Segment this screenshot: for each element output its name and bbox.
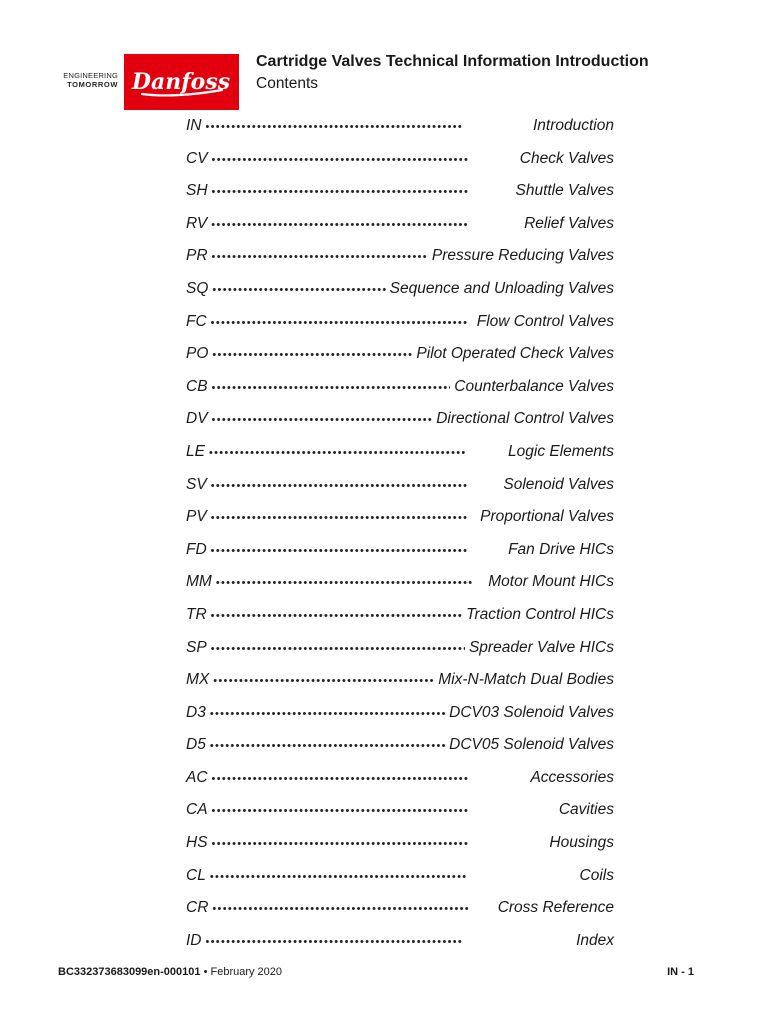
toc-entry[interactable] xyxy=(186,276,614,309)
toc-entry[interactable] xyxy=(186,439,614,472)
toc-section-code: PR xyxy=(186,247,208,265)
toc-leader-dots xyxy=(212,277,385,303)
toc-section-title: Shuttle Valves xyxy=(515,182,614,200)
toc-entry[interactable] xyxy=(186,765,614,798)
footer-date: February 2020 xyxy=(210,966,283,978)
toc-section-title: Mix-N-Match Dual Bodies xyxy=(438,671,614,689)
toc-section-code: HS xyxy=(186,834,208,852)
toc-section-code: D5 xyxy=(186,736,206,754)
toc-entry[interactable] xyxy=(186,309,614,342)
toc-entry[interactable] xyxy=(186,504,614,537)
toc-leader-dots xyxy=(212,766,527,792)
toc-section-code: ID xyxy=(186,931,202,949)
toc-entry[interactable] xyxy=(186,537,614,570)
toc-section-code: RV xyxy=(186,214,208,232)
footer-doc-id: BC332373683099en-000101 xyxy=(58,966,201,978)
toc-section-code: CR xyxy=(186,899,209,917)
toc-entry[interactable] xyxy=(186,602,614,635)
footer-separator: • xyxy=(200,966,211,978)
toc-leader-dots xyxy=(212,375,451,401)
toc-leader-dots xyxy=(210,864,576,890)
toc-entry[interactable] xyxy=(186,569,614,602)
tagline-line-2: TOMORROW xyxy=(67,80,118,89)
toc-leader-dots xyxy=(211,212,520,238)
toc-section-code: CV xyxy=(186,149,208,167)
toc-leader-dots xyxy=(211,636,465,662)
toc-section-title: Spreader Valve HICs xyxy=(468,638,614,656)
toc-section-code: DV xyxy=(186,410,208,428)
toc-entry[interactable] xyxy=(186,211,614,244)
toc-section-title: Relief Valves xyxy=(524,214,614,232)
document-subtitle: Contents xyxy=(256,75,319,92)
toc-entry[interactable] xyxy=(186,243,614,276)
toc-section-title: Sequence and Unloading Valves xyxy=(389,279,614,297)
toc-section-title: Check Valves xyxy=(519,149,614,167)
footer-document-info xyxy=(58,966,282,978)
toc-section-title: Directional Control Valves xyxy=(436,410,614,428)
toc-section-code: SH xyxy=(186,182,208,200)
toc-entry[interactable] xyxy=(186,830,614,863)
toc-entry[interactable] xyxy=(186,113,614,146)
toc-leader-dots xyxy=(211,505,476,531)
toc-entry[interactable] xyxy=(186,667,614,700)
toc-leader-dots xyxy=(206,114,530,140)
toc-section-title: Accessories xyxy=(530,768,614,786)
toc-leader-dots xyxy=(210,701,445,727)
toc-section-code: MX xyxy=(186,671,210,689)
toc-entry[interactable] xyxy=(186,146,614,179)
toc-section-title: Motor Mount HICs xyxy=(488,573,614,591)
toc-leader-dots xyxy=(212,244,428,270)
toc-leader-dots xyxy=(210,733,445,759)
toc-leader-dots xyxy=(212,407,433,433)
toc-leader-dots xyxy=(212,896,493,922)
toc-entry[interactable] xyxy=(186,928,614,961)
toc-section-title: Solenoid Valves xyxy=(503,475,614,493)
toc-section-title: Counterbalance Valves xyxy=(454,377,614,395)
toc-leader-dots xyxy=(211,538,504,564)
toc-section-title: Cavities xyxy=(558,801,614,819)
toc-section-title: DCV05 Solenoid Valves xyxy=(449,736,614,754)
toc-section-code: FD xyxy=(186,540,207,558)
toc-leader-dots xyxy=(216,570,484,596)
toc-section-title: Cross Reference xyxy=(497,899,614,917)
toc-section-title: DCV03 Solenoid Valves xyxy=(449,703,614,721)
toc-section-code: PO xyxy=(186,345,209,363)
toc-section-title: Traction Control HICs xyxy=(466,605,614,623)
toc-section-code: MM xyxy=(186,573,212,591)
toc-section-code: FC xyxy=(186,312,207,330)
toc-leader-dots xyxy=(209,440,504,466)
table-of-contents xyxy=(186,113,614,960)
toc-entry[interactable] xyxy=(186,895,614,928)
toc-entry[interactable] xyxy=(186,374,614,407)
toc-section-title: Logic Elements xyxy=(508,442,614,460)
toc-entry[interactable] xyxy=(186,178,614,211)
toc-section-title: Fan Drive HICs xyxy=(508,540,614,558)
toc-leader-dots xyxy=(212,798,555,824)
toc-section-title: Flow Control Valves xyxy=(476,312,614,330)
toc-leader-dots xyxy=(211,310,473,336)
toc-section-code: IN xyxy=(186,117,202,134)
toc-section-code: SP xyxy=(186,638,207,656)
danfoss-logo xyxy=(124,54,239,110)
toc-entry[interactable] xyxy=(186,700,614,733)
toc-leader-dots xyxy=(212,342,412,368)
toc-section-code: CA xyxy=(186,801,208,819)
toc-section-code: PV xyxy=(186,508,207,526)
toc-entry[interactable] xyxy=(186,732,614,765)
toc-section-code: D3 xyxy=(186,703,206,721)
toc-leader-dots xyxy=(211,603,462,629)
toc-section-code: CL xyxy=(186,866,206,884)
toc-entry[interactable] xyxy=(186,797,614,830)
toc-leader-dots xyxy=(212,147,516,173)
toc-section-code: SQ xyxy=(186,279,209,297)
toc-entry[interactable] xyxy=(186,341,614,374)
danfoss-logo-icon xyxy=(124,54,239,110)
toc-section-code: AC xyxy=(186,768,208,786)
toc-section-code: CB xyxy=(186,377,208,395)
toc-section-title: Pilot Operated Check Valves xyxy=(416,345,614,363)
logo-wordmark: Danfoss xyxy=(131,69,231,95)
toc-entry[interactable] xyxy=(186,406,614,439)
toc-entry[interactable] xyxy=(186,472,614,505)
page-number: IN - 1 xyxy=(667,966,694,978)
toc-section-title: Pressure Reducing Valves xyxy=(431,247,614,265)
toc-section-title: Proportional Valves xyxy=(480,508,614,526)
toc-leader-dots xyxy=(206,929,573,955)
toc-section-code: SV xyxy=(186,475,207,493)
toc-leader-dots xyxy=(212,831,546,857)
toc-leader-dots xyxy=(212,179,512,205)
toc-section-code: TR xyxy=(186,605,207,623)
toc-section-title: Housings xyxy=(549,834,614,852)
toc-section-title: Introduction xyxy=(533,117,614,134)
tagline-line-1: ENGINEERING xyxy=(63,71,118,80)
document-title: Cartridge Valves Technical Information Introduction xyxy=(256,53,649,70)
toc-section-code: LE xyxy=(186,442,205,460)
toc-section-title: Index xyxy=(576,931,614,949)
toc-entry[interactable] xyxy=(186,635,614,668)
toc-leader-dots xyxy=(213,668,434,694)
toc-entry[interactable] xyxy=(186,863,614,896)
brand-tagline xyxy=(52,71,118,89)
toc-leader-dots xyxy=(211,473,500,499)
toc-section-title: Coils xyxy=(579,866,614,884)
